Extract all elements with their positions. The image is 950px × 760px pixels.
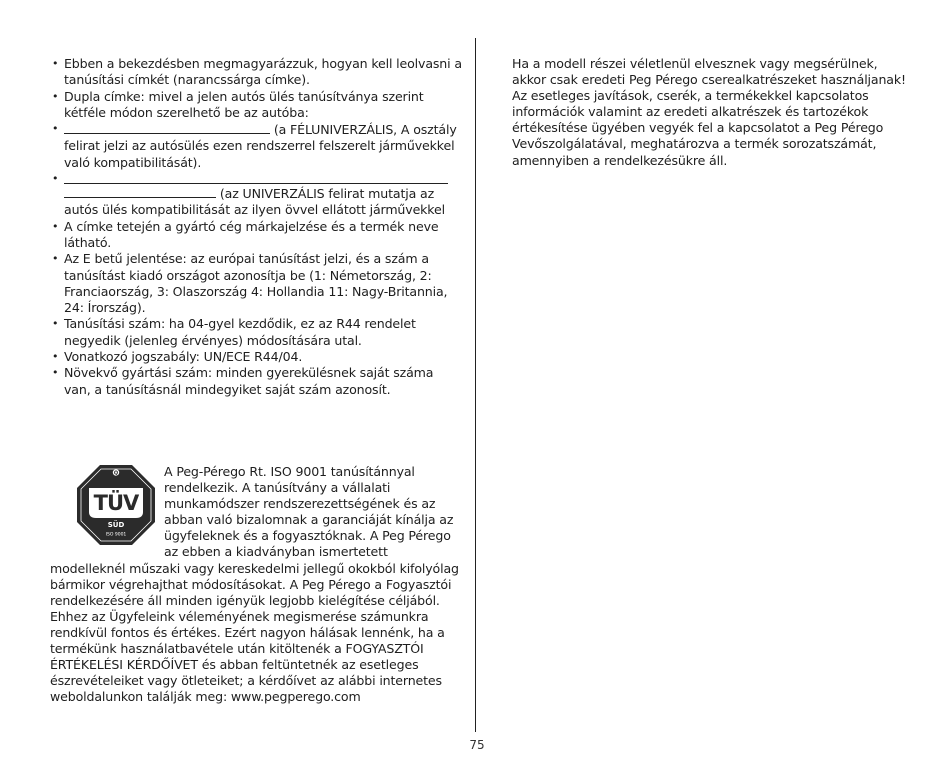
list-item-text: Növekvő gyártási szám: minden gyerekülésnek saját száma van, a tanúsításnál mindegyiket saját szám azonosít. <box>64 365 434 397</box>
tuv-sud-logo-icon <box>76 464 156 546</box>
list-item <box>50 56 462 89</box>
blank-line <box>64 171 448 184</box>
list-item-text: Ebben a bekezdésben megmagyarázzuk, hogyan kell leolvasni a tanúsítási címkét (narancssárga címke). <box>64 56 462 88</box>
list-item <box>50 251 462 316</box>
svg-text:SÜD: SÜD <box>107 521 125 529</box>
svg-text:Q: Q <box>113 470 119 477</box>
list-item <box>50 349 462 365</box>
list-item-text: (az UNIVERZÁLIS felirat mutatja az autós ülés kompatibilitását az ilyen övvel ellátott járművekkel <box>64 186 445 218</box>
left-column <box>50 56 462 398</box>
list-item-text: Tanúsítási szám: ha 04-gyel kezdődik, ez az R44 rendelet negyedik (jelenleg érvényes) módosítására utal. <box>64 316 416 348</box>
list-item-text: Az E betű jelentése: az európai tanúsítást jelzi, és a szám a tanúsítást kiadó országot azonosítja be (1: Németország, 2: Franciaország, 3: Olaszország 4: Hollandia 11: Nagy-Britannia, 24: Írország). <box>64 251 448 316</box>
column-divider <box>475 38 476 732</box>
spare-parts-text: Ha a modell részei véletlenül elvesznek vagy megsérülnek, akkor csak eredeti Peg Pérego cserealkatrészeket használjanak! Az esetleges javítások, cserék, a termékekkel kapcsolatos információk valamint az eredeti alkatrészek és tartozékok értékesítése ügyében vegyék fel a kapcsolatot a Peg Pérego Vevőszolgálatával, meghatározva a termék sorozatszámát, amennyiben a rendelkezésükre áll. <box>512 56 906 168</box>
certification-text: A Peg-Pérego Rt. ISO 9001 tanúsítánnyal rendelkezik. A tanúsítvány a vállalati munkamódszer rendszerezettségének és az abban való bizalomnak a garanciáját kínálja az ügyfeleknek és a fogyasztóknak. A Peg Pérego az ebben a kiadványban ismertetett modelleknél műszaki vagy kereskedelmi jellegű okokból kifolyólag bármikor végrehajthat módosításokat. A Peg Pérego a Fogyasztói rendelkezésére áll minden igényük legjobb kielégítése céljából. Ehhez az Ügyfeleink véleményének megismerése számunkra rendkívül fontos és értékes. Ezért nagyon hálásak lennénk, ha a termékünk használatbavétele után kitöltenék a FOGYASZTÓI ÉRTÉKELÉSI KÉRDŐÍVET és abban feltüntetnék az esetleges észrevételeiket vagy ötleteiket; a kérdőívet az alábbi internetes weboldalunkon találják meg: www.pegperego.com <box>50 464 459 705</box>
svg-text:ISO 9001: ISO 9001 <box>105 532 127 538</box>
list-item <box>50 121 462 171</box>
list-item <box>50 316 462 349</box>
page-number: 75 <box>469 738 485 752</box>
svg-text:TÜV: TÜV <box>93 491 139 515</box>
list-item-text: (a FÉLUNIVERZÁLIS, A osztály felirat jelzi az autósülés ezen rendszerrel felszerelt járművekkel való kompatibilitását). <box>64 122 457 170</box>
label-explanation-list <box>50 56 462 398</box>
certification-section <box>50 464 464 705</box>
list-item <box>50 89 462 122</box>
blank-line <box>64 121 270 134</box>
list-item-text: Dupla címke: mivel a jelen autós ülés tanúsítványa szerint kétféle módon szerelhető be az autóba: <box>64 88 424 120</box>
blank-line <box>64 185 216 198</box>
list-item-text: A címke tetején a gyártó cég márkajelzése és a termék neve látható. <box>64 218 439 250</box>
list-item <box>50 171 462 219</box>
list-item-text: Vonatkozó jogszabály: UN/ECE R44/04. <box>64 349 303 365</box>
list-item <box>50 219 462 252</box>
right-column <box>512 56 908 169</box>
list-item <box>50 365 462 398</box>
